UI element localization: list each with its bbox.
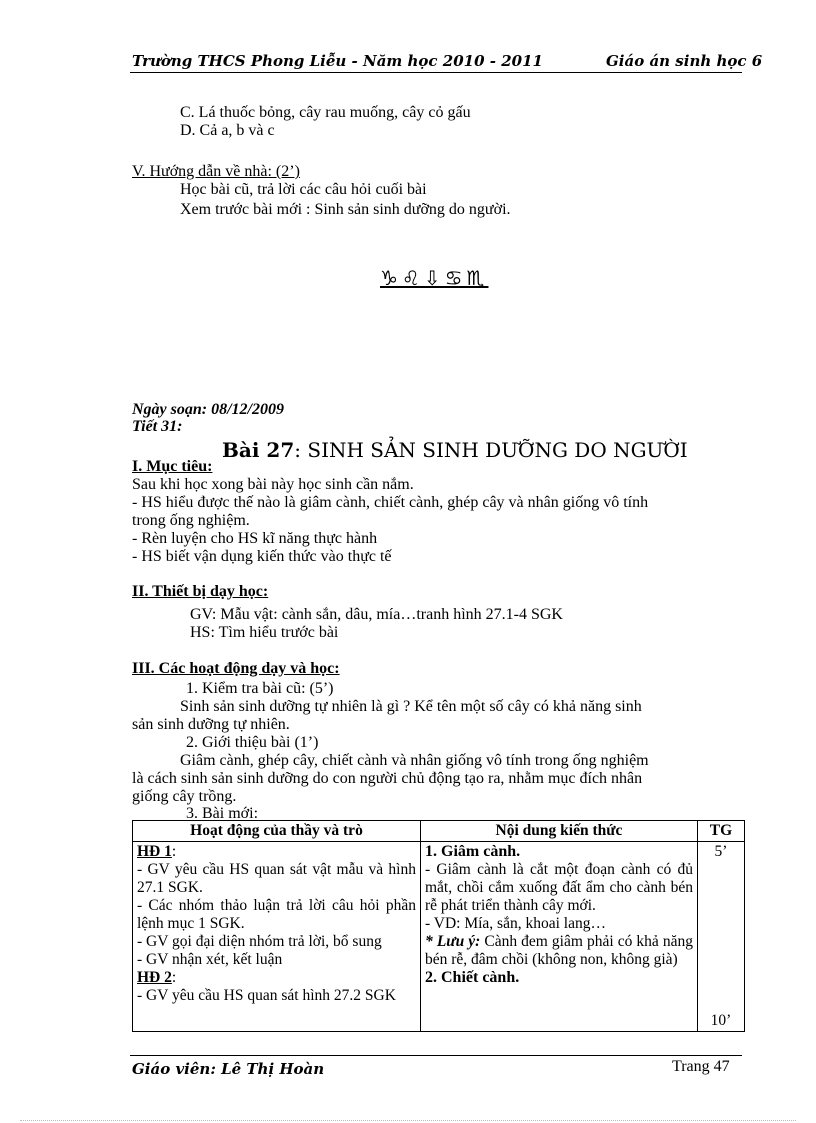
- activity-1-code: HĐ 1: [137, 843, 172, 860]
- page-bottom-dots: [20, 1120, 796, 1121]
- header-subject: Giáo án sinh học 6: [606, 52, 763, 70]
- teacher-activity-cell: [133, 842, 421, 1032]
- time-value: 5’: [714, 843, 728, 860]
- table-header: Nội dung kiến thức: [421, 821, 698, 842]
- equipment-teacher: GV: Mẫu vật: cành sắn, dâu, mía…tranh hình 27.1-4 SGK: [190, 606, 563, 623]
- activity-2-code: HĐ 2: [137, 969, 172, 986]
- objective-line: trong ống nghiệm.: [132, 512, 250, 529]
- lesson-title: [222, 438, 688, 462]
- time-value: 10’: [710, 1012, 732, 1029]
- section-activities-heading: III. Các hoạt động dạy và học:: [132, 660, 340, 677]
- footer-teacher: Giáo viên: Lê Thị Hoàn: [132, 1060, 325, 1078]
- activity-item: - Các nhóm thảo luận trả lời câu hỏi phần lệnh mục 1 SGK.: [137, 897, 416, 932]
- ornament-symbols: ♑♌⇩♋♏: [380, 266, 489, 290]
- lesson-date: Ngày soạn: 08/12/2009: [132, 401, 284, 418]
- lesson-title-text: : SINH SẢN SINH DƯỠNG DO NGƯỜI: [294, 438, 688, 462]
- activity-step-2-text: giống cây trồng.: [132, 788, 237, 805]
- homework-line-2: Xem trước bài mới : Sinh sản sinh dưỡng do người.: [180, 201, 511, 218]
- lesson-number: Bài 27: [222, 438, 295, 462]
- equipment-student: HS: Tìm hiểu trước bài: [190, 624, 339, 641]
- option-c: C. Lá thuốc bỏng, cây rau muống, cây cỏ gấu: [180, 104, 471, 121]
- activity-table: [132, 820, 745, 1032]
- content-heading-2: 2. Chiết cành.: [425, 969, 520, 986]
- activity-step-2: 2. Giới thiệu bài (1’): [186, 734, 319, 751]
- objective-line: - HS biết vận dụng kiến thức vào thực tế: [132, 548, 392, 565]
- activity-item: - GV yêu cầu HS quan sát hình 27.2 SGK: [137, 987, 396, 1004]
- content-note: [425, 933, 693, 969]
- table-header: TG: [698, 821, 745, 842]
- content-paragraph: - Giâm cành là cắt một đoạn cành có đủ mắt, chồi cắm xuống đất ẩm cho cành bén rễ phát triển thành cây mới.: [425, 861, 693, 914]
- activity-step-3: 3. Bài mới:: [186, 805, 259, 822]
- time-cell: [698, 842, 745, 1032]
- section-equipment-heading: II. Thiết bị dạy học:: [132, 583, 269, 600]
- content-example: - VD: Mía, sắn, khoai lang…: [425, 915, 606, 932]
- objective-line: - HS hiểu được thế nào là giâm cành, chiết cành, ghép cây và nhân giống vô tính: [132, 494, 649, 511]
- option-d: D. Cả a, b và c: [180, 122, 275, 139]
- content-cell: [421, 842, 698, 1032]
- activity-step-1-text: Sinh sản sinh dưỡng tự nhiên là gì ? Kể tên một số cây có khả năng sinh: [180, 698, 642, 715]
- lesson-period: Tiết 31:: [132, 418, 183, 435]
- table-header-row: [133, 821, 745, 842]
- activity-1-label: [137, 843, 416, 861]
- objective-line: Sau khi học xong bài này học sinh cần nắm.: [132, 476, 414, 493]
- homework-heading: V. Hướng dẫn về nhà: (2’): [132, 163, 300, 180]
- activity-step-1-text: sản sinh dưỡng tự nhiên.: [132, 716, 290, 733]
- activity-1-colon: :: [171, 843, 177, 860]
- header-school: Trường THCS Phong Liễu - Năm học 2010 - 2011: [132, 52, 543, 70]
- table-header: Hoạt động của thầy và trò: [133, 821, 421, 842]
- activity-item: - GV yêu cầu HS quan sát vật mẫu và hình 27.1 SGK.: [137, 861, 416, 896]
- note-text: Cành đem giâm phải có khả năng bén rễ, đâm chồi (không non, không già): [425, 933, 693, 968]
- header-rule: [130, 72, 742, 73]
- footer-rule: [130, 1055, 742, 1056]
- section-objectives-heading: I. Mục tiêu:: [132, 458, 213, 475]
- activity-step-2-text: Giâm cành, ghép cây, chiết cành và nhân giống vô tính trong ống nghiệm: [180, 752, 649, 769]
- content-heading-1: 1. Giâm cành.: [425, 843, 521, 860]
- homework-line-1: Học bài cũ, trả lời các câu hỏi cuối bài: [180, 181, 427, 198]
- activity-item: - GV gọi đại diện nhóm trả lời, bổ sung: [137, 933, 382, 950]
- activity-2-colon: :: [171, 969, 177, 986]
- activity-step-2-text: là cách sinh sản sinh dưỡng do con người chủ động tạo ra, nhằm mục đích nhân: [132, 770, 643, 787]
- activity-2-label: [137, 969, 416, 987]
- table-row: [133, 842, 745, 1032]
- note-label: * Lưu ý:: [425, 933, 481, 950]
- objective-line: - Rèn luyện cho HS kĩ năng thực hành: [132, 530, 378, 547]
- activity-step-1: 1. Kiểm tra bài cũ: (5’): [186, 680, 334, 697]
- footer-page-number: Trang 47: [672, 1058, 730, 1075]
- activity-item: - GV nhận xét, kết luận: [137, 951, 283, 968]
